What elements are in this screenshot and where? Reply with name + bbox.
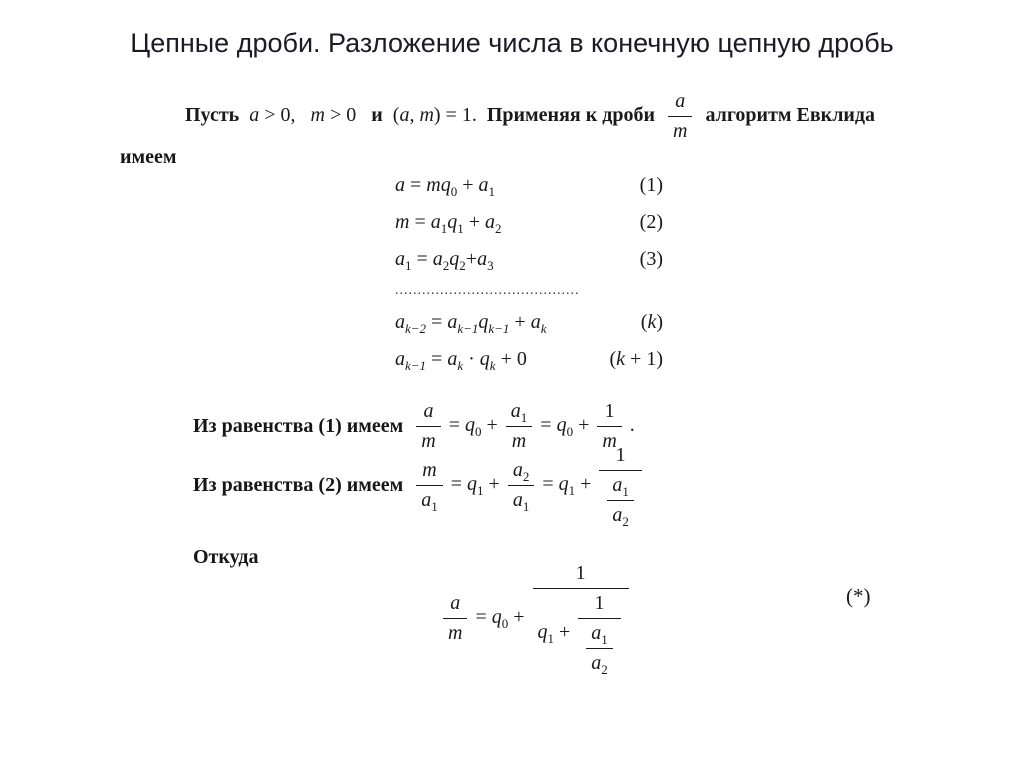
text-run: Применяя к дроби (486, 104, 665, 127)
otkuda-label: Откуда (193, 546, 259, 568)
fraction-numerator (607, 472, 634, 501)
math-text: = (405, 174, 427, 196)
math-text: ( (609, 348, 617, 370)
math-variable: a (612, 504, 623, 526)
math-subscript: 1 (488, 184, 496, 199)
math-text: > 0, (259, 104, 311, 127)
math-subscript: 1 (405, 258, 412, 273)
fraction-numerator (586, 620, 613, 649)
equation-tag-2 (640, 211, 663, 234)
equation-k (395, 309, 546, 336)
fraction-denominator (586, 649, 613, 677)
math-variable: a (430, 211, 441, 233)
math-variable: m (673, 120, 688, 142)
equation-tag-k (641, 311, 663, 334)
math-subscript: 0 (450, 184, 458, 199)
imeem-label: имеем (120, 146, 177, 168)
math-subscript: k (540, 321, 547, 336)
math-variable: a (395, 348, 405, 370)
derivation-line-2-math (413, 442, 645, 529)
fraction-numerator (578, 590, 621, 619)
text-run: и (371, 104, 383, 127)
equation-row-k1 (395, 346, 663, 373)
equation-row-2 (395, 209, 663, 236)
math-variable: m (422, 459, 437, 481)
math-fraction (599, 442, 642, 529)
math-variable: q (479, 348, 490, 370)
math-subscript: 1 (520, 410, 528, 425)
math-variable: a (591, 622, 602, 644)
math-text: + (481, 414, 503, 437)
math-variable: q (467, 473, 478, 496)
equation-tag-1 (640, 174, 663, 197)
math-subscript: 1 (440, 221, 448, 236)
fraction-numerator (416, 457, 443, 486)
math-variable: m (602, 430, 617, 452)
euclid-equation-block (395, 172, 663, 383)
fraction-numerator (533, 560, 629, 589)
math-variable: a (395, 248, 405, 270)
math-variable: a (485, 211, 496, 233)
math-variable: a (510, 400, 521, 422)
math-variable: a (512, 489, 523, 511)
math-subscript: 1 (522, 499, 530, 514)
math-fraction (443, 590, 467, 647)
math-text: = (445, 473, 468, 496)
math-variable: a (421, 489, 432, 511)
math-text: + (554, 621, 576, 644)
math-text: (1) (639, 174, 663, 196)
math-variable: q (537, 621, 548, 644)
math-subscript: 2 (459, 258, 466, 273)
math-subscript: 0 (501, 616, 509, 632)
fraction-denominator (443, 619, 467, 647)
math-text: > 0 (324, 104, 372, 127)
fraction-numerator (597, 398, 621, 427)
math-subscript: k−1 (405, 358, 427, 373)
math-fraction (607, 472, 634, 529)
math-subscript: 1 (601, 632, 608, 647)
math-subscript: k (457, 358, 464, 373)
math-text: 1 (575, 562, 586, 584)
math-subscript: k−1 (488, 321, 510, 336)
math-text: (2) (639, 211, 663, 233)
fraction-numerator (443, 590, 467, 619)
intro-sentence (185, 88, 925, 145)
math-subscript: 1 (457, 221, 464, 236)
derivation-line-1-label: Из равенства (1) имеем (193, 415, 404, 437)
math-text: = (409, 211, 431, 233)
math-text: (3) (639, 248, 663, 270)
math-variable: q (558, 473, 569, 496)
math-fraction (533, 560, 629, 677)
fraction-denominator (508, 486, 535, 514)
math-variable: m (419, 104, 434, 127)
math-text: + 1) (625, 348, 663, 370)
math-text: = (426, 311, 448, 333)
math-subscript: 2 (601, 662, 608, 677)
math-variable: a (612, 474, 623, 496)
math-text: 1 (604, 400, 615, 422)
equation-row-3 (395, 246, 663, 273)
math-variable: q (465, 414, 475, 437)
math-text: = (411, 248, 433, 270)
text-run: Пусть (185, 104, 250, 127)
math-variable: q (556, 414, 567, 437)
math-text: + (457, 174, 479, 196)
math-subscript: 1 (547, 631, 555, 647)
math-text: 1 (615, 444, 626, 466)
slide-title: Цепные дроби. Разложение числа в конечную цепную дробь (130, 28, 894, 58)
equation-1 (395, 172, 495, 199)
math-variable: a (395, 174, 405, 196)
math-text: . (624, 414, 635, 437)
math-subscript: k−2 (405, 321, 427, 336)
math-variable: q (491, 606, 502, 629)
math-variable: a (432, 248, 443, 270)
fraction-numerator (599, 442, 642, 471)
math-text: + (573, 414, 595, 437)
math-variable: a (450, 592, 461, 614)
math-variable: a (447, 311, 458, 333)
text-run: алгоритм Евклида (695, 104, 876, 127)
math-variable: m (421, 430, 436, 452)
fraction-denominator (578, 619, 621, 677)
math-text: + (463, 211, 486, 233)
math-subscript: 2 (442, 258, 450, 273)
math-subscript: 3 (487, 258, 494, 273)
math-variable: a (477, 248, 488, 270)
math-text: + (509, 311, 531, 333)
math-variable: m (511, 430, 527, 452)
equation-k1 (395, 346, 527, 373)
equation-row-1 (395, 172, 663, 199)
fraction-denominator (599, 471, 642, 529)
math-text: ) = 1. (433, 104, 487, 127)
fraction-denominator (533, 589, 629, 677)
math-text: · (463, 348, 480, 370)
math-variable: a (399, 104, 410, 127)
math-subscript: 1 (431, 499, 438, 514)
math-text: 1 (594, 592, 605, 614)
math-variable: a (423, 400, 434, 422)
math-text: , (409, 104, 420, 127)
ellipsis-row: ......................................... (395, 283, 580, 298)
math-variable: a (591, 652, 602, 674)
math-variable: q (449, 248, 460, 270)
derivation-line-2-label: Из равенства (2) имеем (193, 474, 404, 496)
fraction-denominator (607, 501, 634, 529)
math-variable: q (447, 211, 458, 233)
math-variable: q (478, 311, 489, 333)
math-text: = (537, 473, 559, 496)
math-variable: m (395, 211, 410, 233)
fraction-denominator (668, 117, 692, 145)
math-subscript: 1 (568, 483, 576, 499)
math-text: + (508, 606, 530, 629)
derivation-line-2 (193, 442, 645, 529)
equation-tag-k1 (609, 348, 663, 371)
math-variable: a (395, 311, 405, 333)
math-variable: k (647, 311, 657, 333)
math-text: = (426, 348, 448, 370)
math-text: + 0 (495, 348, 527, 370)
fraction-numerator (668, 88, 692, 117)
math-variable: a (249, 104, 260, 127)
math-text: + (483, 473, 505, 496)
equation-tag-3 (640, 248, 663, 271)
equation-2 (395, 209, 502, 236)
math-text: = (443, 414, 465, 437)
fraction-denominator (416, 486, 443, 514)
fraction-numerator (508, 457, 535, 486)
math-variable: mq (426, 174, 451, 196)
math-variable: a (675, 90, 686, 112)
final-equation-tag: (*) (846, 584, 871, 608)
math-text: = (470, 606, 492, 629)
math-subscript: 0 (566, 424, 574, 440)
math-fraction (586, 620, 613, 677)
math-variable: a (530, 311, 541, 333)
math-text: + (465, 248, 478, 270)
math-subscript: 2 (622, 514, 629, 529)
math-variable: a (478, 174, 489, 196)
final-continued-fraction (440, 560, 632, 677)
math-text: ) (656, 311, 663, 333)
math-fraction (578, 590, 621, 677)
math-text: + (575, 473, 597, 496)
math-subscript: 1 (477, 483, 484, 499)
math-fraction (668, 88, 692, 145)
math-variable: m (310, 104, 325, 127)
equation-3 (395, 246, 494, 273)
math-fraction (416, 457, 443, 514)
math-variable: a (512, 459, 523, 481)
math-subscript: 2 (495, 221, 502, 236)
math-fraction (508, 457, 535, 514)
math-subscript: k (489, 358, 496, 373)
math-variable: a (447, 348, 458, 370)
math-variable: m (448, 622, 463, 644)
math-subscript: 0 (475, 424, 482, 440)
fraction-numerator (506, 398, 533, 427)
math-subscript: k−1 (457, 321, 479, 336)
equation-row-k (395, 309, 663, 336)
math-subscript: 1 (622, 484, 629, 499)
math-text: = (535, 414, 557, 437)
fraction-numerator (416, 398, 440, 427)
math-variable: k (616, 348, 626, 370)
math-text: ( (640, 311, 648, 333)
math-text: ( (382, 104, 400, 127)
math-subscript: 2 (522, 469, 530, 484)
